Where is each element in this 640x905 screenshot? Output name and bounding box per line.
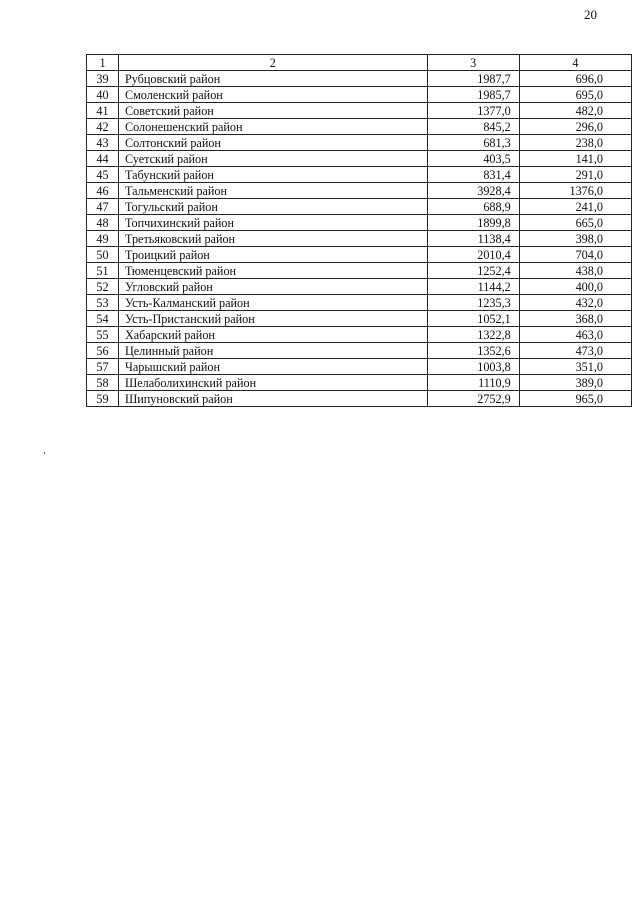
district-name-cell: Суетский район bbox=[118, 151, 427, 167]
value-col3-cell: 1144,2 bbox=[427, 279, 519, 295]
table-row bbox=[87, 391, 632, 407]
row-number-cell: 48 bbox=[87, 215, 119, 231]
district-name-cell: Шипуновский район bbox=[118, 391, 427, 407]
table-row bbox=[87, 215, 632, 231]
value-col3-cell: 1377,0 bbox=[427, 103, 519, 119]
header-cell-4: 4 bbox=[519, 55, 631, 71]
row-number-cell: 52 bbox=[87, 279, 119, 295]
row-number-cell: 57 bbox=[87, 359, 119, 375]
table-header-row bbox=[87, 55, 632, 71]
value-col4-cell: 704,0 bbox=[519, 247, 631, 263]
table-row bbox=[87, 311, 632, 327]
value-col3-cell: 1003,8 bbox=[427, 359, 519, 375]
table-row bbox=[87, 375, 632, 391]
value-col4-cell: 463,0 bbox=[519, 327, 631, 343]
value-col3-cell: 1322,8 bbox=[427, 327, 519, 343]
value-col3-cell: 1138,4 bbox=[427, 231, 519, 247]
value-col3-cell: 403,5 bbox=[427, 151, 519, 167]
row-number-cell: 54 bbox=[87, 311, 119, 327]
data-table bbox=[86, 54, 632, 407]
district-name-cell: Рубцовский район bbox=[118, 71, 427, 87]
district-name-cell: Солонешенский район bbox=[118, 119, 427, 135]
row-number-cell: 47 bbox=[87, 199, 119, 215]
value-col3-cell: 1252,4 bbox=[427, 263, 519, 279]
table-row bbox=[87, 87, 632, 103]
table-row bbox=[87, 119, 632, 135]
table-row bbox=[87, 71, 632, 87]
row-number-cell: 49 bbox=[87, 231, 119, 247]
value-col4-cell: 241,0 bbox=[519, 199, 631, 215]
row-number-cell: 44 bbox=[87, 151, 119, 167]
value-col3-cell: 2010,4 bbox=[427, 247, 519, 263]
district-name-cell: Третьяковский район bbox=[118, 231, 427, 247]
district-name-cell: Чарышский район bbox=[118, 359, 427, 375]
row-number-cell: 42 bbox=[87, 119, 119, 135]
row-number-cell: 55 bbox=[87, 327, 119, 343]
row-number-cell: 59 bbox=[87, 391, 119, 407]
district-name-cell: Троицкий район bbox=[118, 247, 427, 263]
value-col3-cell: 681,3 bbox=[427, 135, 519, 151]
row-number-cell: 41 bbox=[87, 103, 119, 119]
header-cell-1: 1 bbox=[87, 55, 119, 71]
value-col4-cell: 400,0 bbox=[519, 279, 631, 295]
table-row bbox=[87, 279, 632, 295]
value-col4-cell: 482,0 bbox=[519, 103, 631, 119]
value-col3-cell: 1110,9 bbox=[427, 375, 519, 391]
value-col3-cell: 1987,7 bbox=[427, 71, 519, 87]
table-row bbox=[87, 103, 632, 119]
value-col4-cell: 291,0 bbox=[519, 167, 631, 183]
row-number-cell: 46 bbox=[87, 183, 119, 199]
stray-mark bbox=[44, 452, 45, 454]
row-number-cell: 40 bbox=[87, 87, 119, 103]
value-col4-cell: 398,0 bbox=[519, 231, 631, 247]
row-number-cell: 45 bbox=[87, 167, 119, 183]
district-name-cell: Усть-Пристанский район bbox=[118, 311, 427, 327]
row-number-cell: 53 bbox=[87, 295, 119, 311]
value-col3-cell: 1985,7 bbox=[427, 87, 519, 103]
district-name-cell: Советский район bbox=[118, 103, 427, 119]
table-row bbox=[87, 151, 632, 167]
value-col4-cell: 1376,0 bbox=[519, 183, 631, 199]
district-name-cell: Тюменцевский район bbox=[118, 263, 427, 279]
district-name-cell: Солтонский район bbox=[118, 135, 427, 151]
row-number-cell: 50 bbox=[87, 247, 119, 263]
value-col4-cell: 695,0 bbox=[519, 87, 631, 103]
table-row bbox=[87, 247, 632, 263]
header-cell-3: 3 bbox=[427, 55, 519, 71]
value-col4-cell: 141,0 bbox=[519, 151, 631, 167]
row-number-cell: 51 bbox=[87, 263, 119, 279]
value-col4-cell: 473,0 bbox=[519, 343, 631, 359]
page-number: 20 bbox=[584, 7, 597, 22]
value-col3-cell: 1052,1 bbox=[427, 311, 519, 327]
value-col4-cell: 238,0 bbox=[519, 135, 631, 151]
table-row bbox=[87, 167, 632, 183]
row-number-cell: 58 bbox=[87, 375, 119, 391]
value-col3-cell: 688,9 bbox=[427, 199, 519, 215]
value-col4-cell: 432,0 bbox=[519, 295, 631, 311]
value-col4-cell: 665,0 bbox=[519, 215, 631, 231]
district-name-cell: Смоленский район bbox=[118, 87, 427, 103]
value-col3-cell: 1352,6 bbox=[427, 343, 519, 359]
table-body bbox=[87, 55, 632, 407]
row-number-cell: 39 bbox=[87, 71, 119, 87]
value-col4-cell: 296,0 bbox=[519, 119, 631, 135]
table-row bbox=[87, 199, 632, 215]
district-name-cell: Целинный район bbox=[118, 343, 427, 359]
table-row bbox=[87, 231, 632, 247]
value-col3-cell: 1899,8 bbox=[427, 215, 519, 231]
table-row bbox=[87, 343, 632, 359]
value-col3-cell: 3928,4 bbox=[427, 183, 519, 199]
value-col4-cell: 965,0 bbox=[519, 391, 631, 407]
table-row bbox=[87, 135, 632, 151]
row-number-cell: 56 bbox=[87, 343, 119, 359]
district-name-cell: Тогульский район bbox=[118, 199, 427, 215]
district-name-cell: Топчихинский район bbox=[118, 215, 427, 231]
value-col4-cell: 368,0 bbox=[519, 311, 631, 327]
district-name-cell: Табунский район bbox=[118, 167, 427, 183]
district-name-cell: Тальменский район bbox=[118, 183, 427, 199]
district-name-cell: Шелаболихинский район bbox=[118, 375, 427, 391]
value-col4-cell: 438,0 bbox=[519, 263, 631, 279]
row-number-cell: 43 bbox=[87, 135, 119, 151]
district-name-cell: Угловский район bbox=[118, 279, 427, 295]
value-col3-cell: 2752,9 bbox=[427, 391, 519, 407]
value-col3-cell: 831,4 bbox=[427, 167, 519, 183]
table-row bbox=[87, 295, 632, 311]
value-col4-cell: 389,0 bbox=[519, 375, 631, 391]
value-col4-cell: 696,0 bbox=[519, 71, 631, 87]
table-row bbox=[87, 359, 632, 375]
table-row bbox=[87, 327, 632, 343]
value-col4-cell: 351,0 bbox=[519, 359, 631, 375]
district-name-cell: Усть-Калманский район bbox=[118, 295, 427, 311]
district-name-cell: Хабарский район bbox=[118, 327, 427, 343]
table-row bbox=[87, 183, 632, 199]
table-row bbox=[87, 263, 632, 279]
value-col3-cell: 845,2 bbox=[427, 119, 519, 135]
header-cell-2: 2 bbox=[118, 55, 427, 71]
value-col3-cell: 1235,3 bbox=[427, 295, 519, 311]
